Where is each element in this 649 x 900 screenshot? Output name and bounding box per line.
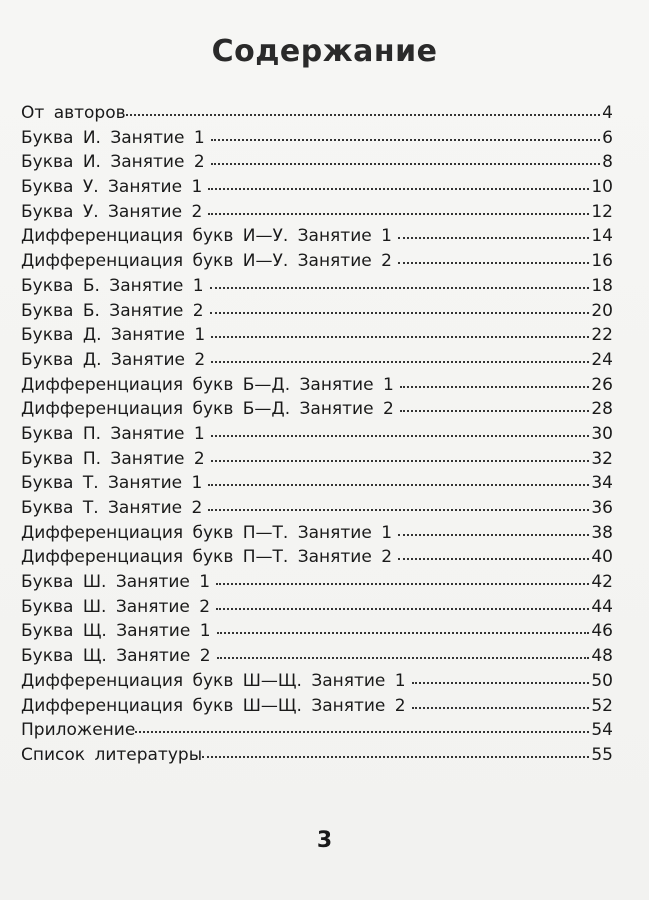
toc-leader-dots — [400, 376, 590, 390]
toc-entry-label: Дифференциация букв П—Т. Занятие 2 — [21, 547, 393, 568]
toc-entry[interactable] — [21, 373, 613, 398]
toc-entry-label: Буква Т. Занятие 1 — [21, 473, 203, 494]
toc-entry-label: Дифференциация букв Б—Д. Занятие 2 — [21, 399, 394, 420]
toc-leader-dots — [398, 548, 589, 562]
toc-entry-page: 42 — [591, 572, 613, 593]
toc-entry-page: 38 — [591, 522, 613, 543]
toc-leader-dots — [208, 499, 589, 513]
toc-entry[interactable] — [21, 570, 613, 595]
toc-leader-dots — [211, 450, 590, 464]
toc-leader-dots — [208, 203, 589, 217]
toc-entry[interactable] — [21, 743, 613, 768]
toc-entry-page: 44 — [591, 596, 613, 617]
toc-entry-label: Дифференциация букв И—У. Занятие 2 — [21, 251, 392, 272]
page-number: 3 — [316, 828, 333, 853]
toc-leader-dots — [210, 302, 590, 316]
toc-entry[interactable] — [21, 496, 613, 521]
toc-entry-label: Буква И. Занятие 2 — [21, 152, 205, 173]
toc-entry[interactable] — [21, 619, 613, 644]
toc-entry-label: Буква Ш. Занятие 2 — [21, 596, 211, 617]
toc-entry-page: 26 — [591, 374, 613, 395]
toc-entry[interactable] — [21, 200, 613, 225]
toc-leader-dots — [217, 622, 590, 636]
toc-entry-page: 24 — [591, 349, 613, 370]
toc-entry-page: 18 — [591, 275, 613, 296]
toc-entry[interactable] — [21, 101, 613, 126]
toc-entry-page: 28 — [591, 399, 613, 420]
toc-entry-page: 22 — [591, 325, 613, 346]
toc-entry-page: 55 — [591, 744, 613, 765]
toc-entry-label: Буква Б. Занятие 1 — [21, 275, 204, 296]
toc-entry[interactable] — [21, 521, 613, 546]
toc-entry-page: 40 — [591, 547, 613, 568]
toc-entry[interactable] — [21, 274, 613, 299]
toc-entry-label: Буква Т. Занятие 2 — [21, 498, 203, 518]
toc-entry-label: Буква Б. Занятие 2 — [21, 300, 204, 321]
toc-entry-label: Дифференциация букв Б—Д. Занятие 1 — [21, 374, 394, 395]
toc-entry[interactable] — [21, 595, 613, 620]
toc-entry-page: 10 — [591, 177, 613, 198]
toc-leader-dots — [398, 227, 589, 241]
toc-entry[interactable] — [21, 150, 613, 175]
toc-entry-page: 36 — [591, 498, 613, 518]
toc-entry-label: Приложение — [21, 720, 136, 741]
table-of-contents — [21, 101, 613, 768]
toc-entry-page: 46 — [591, 621, 613, 642]
toc-leader-dots — [211, 351, 589, 365]
toc-leader-dots — [412, 672, 590, 686]
toc-entry-label: Буква П. Занятие 2 — [21, 448, 205, 469]
toc-entry-label: Буква Д. Занятие 1 — [21, 325, 206, 346]
toc-entry[interactable] — [21, 644, 613, 669]
toc-entry[interactable] — [21, 323, 613, 348]
toc-entry-page: 34 — [591, 473, 613, 494]
toc-entry[interactable] — [21, 249, 613, 274]
toc-entry[interactable] — [21, 397, 613, 422]
toc-leader-dots — [208, 178, 589, 192]
page-title: Содержание — [211, 34, 438, 69]
toc-leader-dots — [211, 129, 601, 143]
toc-entry-page: 16 — [591, 251, 613, 272]
toc-leader-dots — [135, 721, 589, 735]
toc-entry[interactable] — [21, 447, 613, 472]
toc-entry[interactable] — [21, 175, 613, 200]
toc-entry[interactable] — [21, 545, 613, 570]
toc-entry-page: 6 — [602, 127, 613, 148]
toc-entry-label: Буква И. Занятие 1 — [21, 127, 205, 148]
toc-entry[interactable] — [21, 126, 613, 151]
toc-leader-dots — [126, 104, 601, 118]
toc-entry[interactable] — [21, 471, 613, 496]
toc-leader-dots — [202, 746, 589, 760]
toc-leader-dots — [217, 647, 590, 661]
toc-entry-label: Буква Щ. Занятие 2 — [21, 646, 211, 667]
toc-leader-dots — [398, 252, 589, 266]
toc-entry[interactable] — [21, 224, 613, 249]
toc-entry-label: Дифференциация букв Ш—Щ. Занятие 1 — [21, 670, 406, 691]
toc-leader-dots — [211, 153, 601, 167]
toc-leader-dots — [216, 573, 589, 587]
toc-entry-page: 14 — [591, 226, 613, 247]
toc-entry-page: 30 — [591, 423, 613, 444]
toc-entry-label: Дифференциация букв П—Т. Занятие 1 — [21, 522, 393, 543]
toc-entry[interactable] — [21, 348, 613, 373]
toc-entry-label: Дифференциация букв И—У. Занятие 1 — [21, 226, 392, 247]
toc-leader-dots — [412, 697, 590, 711]
toc-entry-label: Буква У. Занятие 2 — [21, 201, 203, 222]
toc-leader-dots — [211, 425, 590, 439]
toc-entry-label: Дифференциация букв Ш—Щ. Занятие 2 — [21, 695, 406, 716]
toc-entry-label: Список литературы — [21, 744, 203, 765]
toc-entry-label: Буква Ш. Занятие 1 — [21, 572, 211, 593]
toc-entry[interactable] — [21, 422, 613, 447]
toc-leader-dots — [208, 474, 589, 488]
toc-entry-page: 20 — [591, 300, 613, 321]
toc-entry-label: Буква У. Занятие 1 — [21, 177, 203, 198]
toc-entry-page: 54 — [591, 720, 613, 741]
toc-entry[interactable] — [21, 299, 613, 324]
toc-entry-page: 50 — [591, 670, 613, 691]
toc-entry-page: 48 — [591, 646, 613, 667]
toc-leader-dots — [398, 524, 589, 538]
toc-entry-page: 8 — [602, 152, 613, 173]
toc-leader-dots — [210, 277, 590, 291]
toc-entry-label: От авторов — [21, 103, 126, 123]
toc-leader-dots — [211, 326, 589, 340]
toc-entry-page: 4 — [602, 103, 613, 123]
toc-entry-page: 32 — [591, 448, 613, 469]
toc-entry-label: Буква Щ. Занятие 1 — [21, 621, 211, 642]
toc-entry-page: 12 — [591, 201, 613, 222]
toc-entry[interactable] — [21, 718, 613, 743]
toc-entry[interactable] — [21, 694, 613, 719]
toc-entry-page: 52 — [591, 695, 613, 716]
toc-leader-dots — [216, 598, 589, 612]
toc-entry-label: Буква П. Занятие 1 — [21, 423, 205, 444]
toc-leader-dots — [400, 400, 590, 414]
toc-entry[interactable] — [21, 669, 613, 694]
toc-entry-label: Буква Д. Занятие 2 — [21, 349, 206, 370]
